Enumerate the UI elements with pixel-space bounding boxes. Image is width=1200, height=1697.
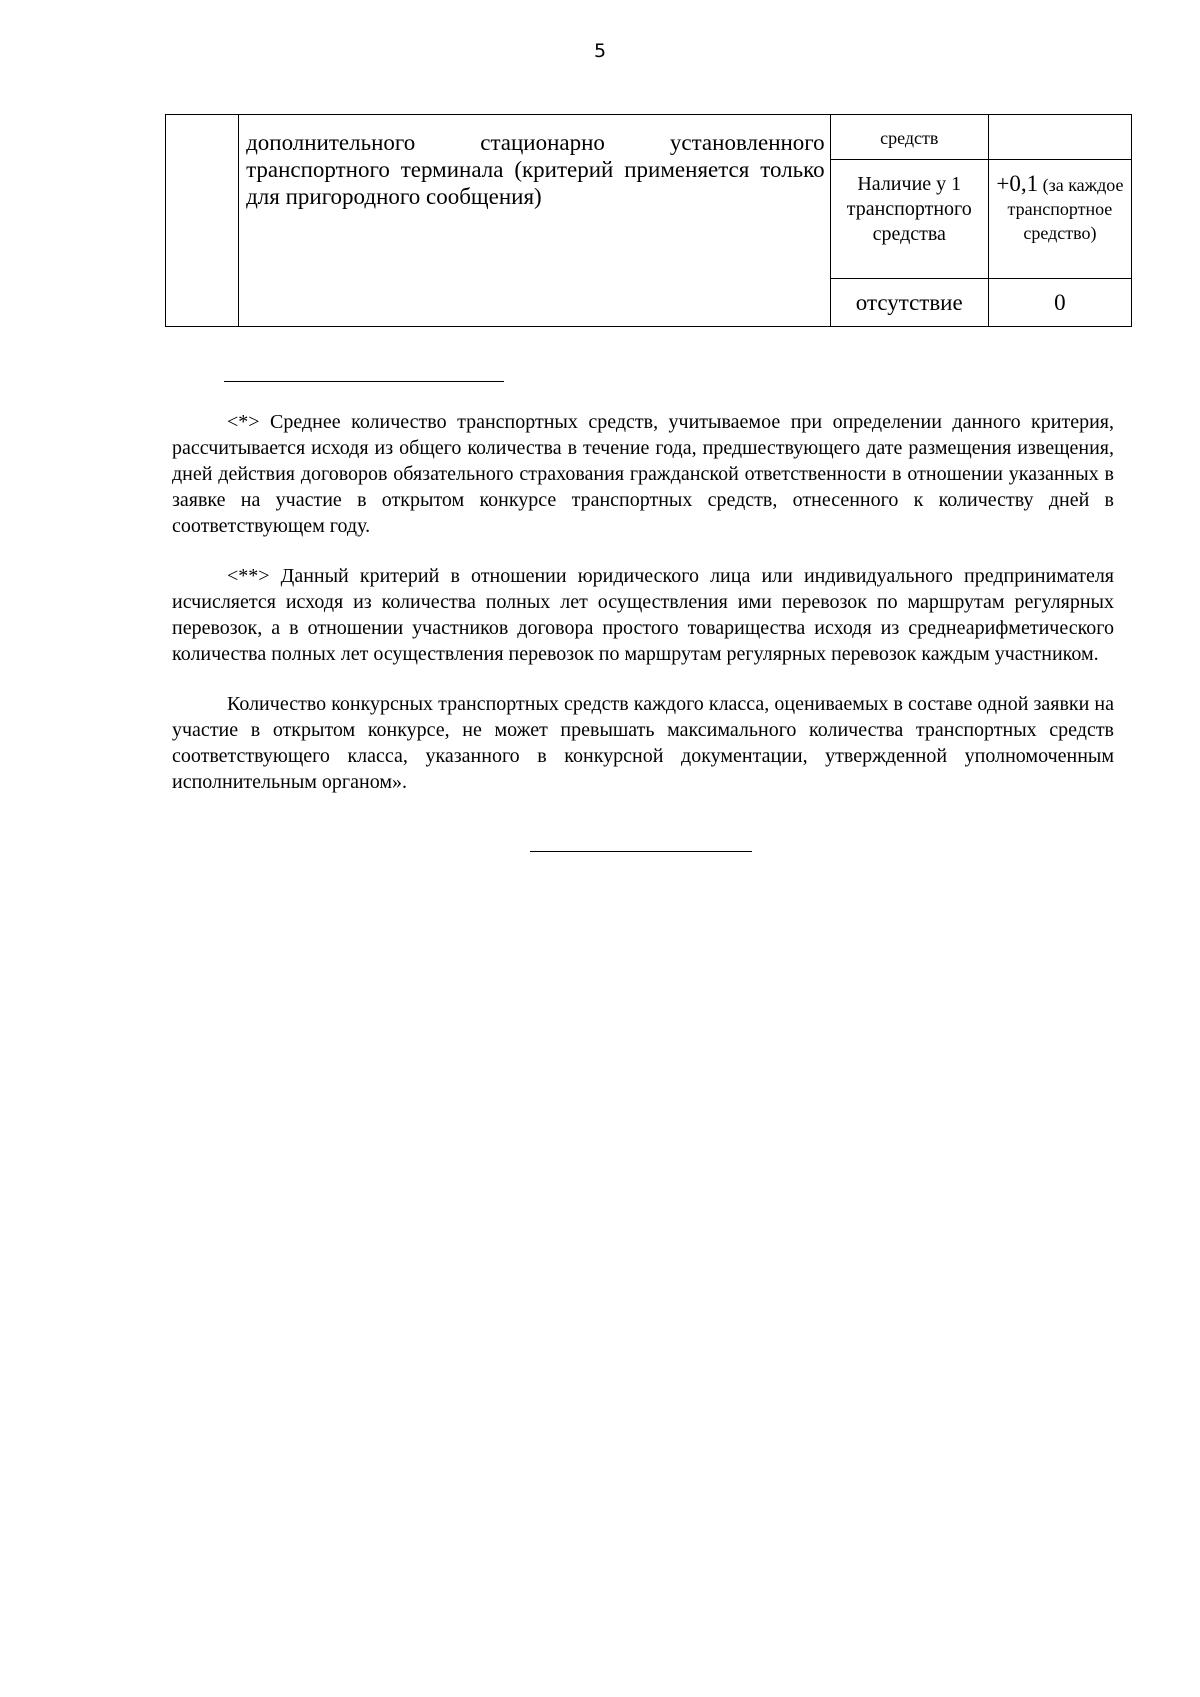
score-cell	[988, 279, 1131, 327]
score-text: 0	[1054, 290, 1066, 315]
criterion-description-cell	[239, 115, 831, 327]
footnotes	[172, 409, 1114, 819]
criterion-description-rest: транспортного терминала (критерий применяется только для пригородного сообщения)	[246, 157, 825, 209]
score-cell	[988, 160, 1131, 279]
condition-cell	[830, 115, 988, 160]
score-value: +0,1	[996, 171, 1039, 196]
page-number: 5	[593, 40, 607, 62]
footnote-double-asterisk: <**> Данный критерий в отношении юридического лица или индивидуального предпринимателя исчисляется исходя из количества полных лет осуществления ими перевозок по маршрутам регулярных перевозок, а в отношении участников договора простого товарищества исходя из среднеарифметического количества полных лет осуществления перевозок по маршрутам регулярных перевозок каждым участником.	[172, 565, 1114, 665]
table-row	[166, 115, 1132, 160]
condition-cell	[830, 279, 988, 327]
condition-text: отсутствие	[855, 290, 963, 315]
footnote-asterisk: <*> Среднее количество транспортных средств, учитываемое при определении данного критерия, рассчитывается исходя из общего количества в течение года, предшествующего дате размещения извещения, дней действия договоров обязательного страхования гражданской ответственности в отношении указанных в заявке на участие в открытом конкурсе транспортных средств, отнесенного к количеству дней в соответствующем году.	[172, 411, 1114, 537]
condition-text: Наличие у 1 транспортного средства	[846, 173, 972, 245]
score-cell	[988, 115, 1131, 160]
score-text	[989, 160, 1131, 245]
end-separator	[530, 851, 752, 852]
footnote-separator	[224, 381, 504, 382]
closing-paragraph: Количество конкурсных транспортных средств каждого класса, оцениваемых в составе одной заявки на участие в открытом конкурсе, не может превышать максимального количества транспортных средств соответствующего класса, указанного в конкурсной документации, утвержденной уполномоченным исполнительным органом».	[172, 693, 1114, 793]
criteria-table	[165, 114, 1132, 327]
score-note: (за каждое транспортное средство)	[1007, 175, 1124, 243]
criterion-description-line1: дополнительного стационарно установленного	[246, 130, 825, 155]
number-cell	[166, 115, 239, 327]
condition-text: средств	[880, 128, 939, 148]
condition-cell	[830, 160, 988, 279]
